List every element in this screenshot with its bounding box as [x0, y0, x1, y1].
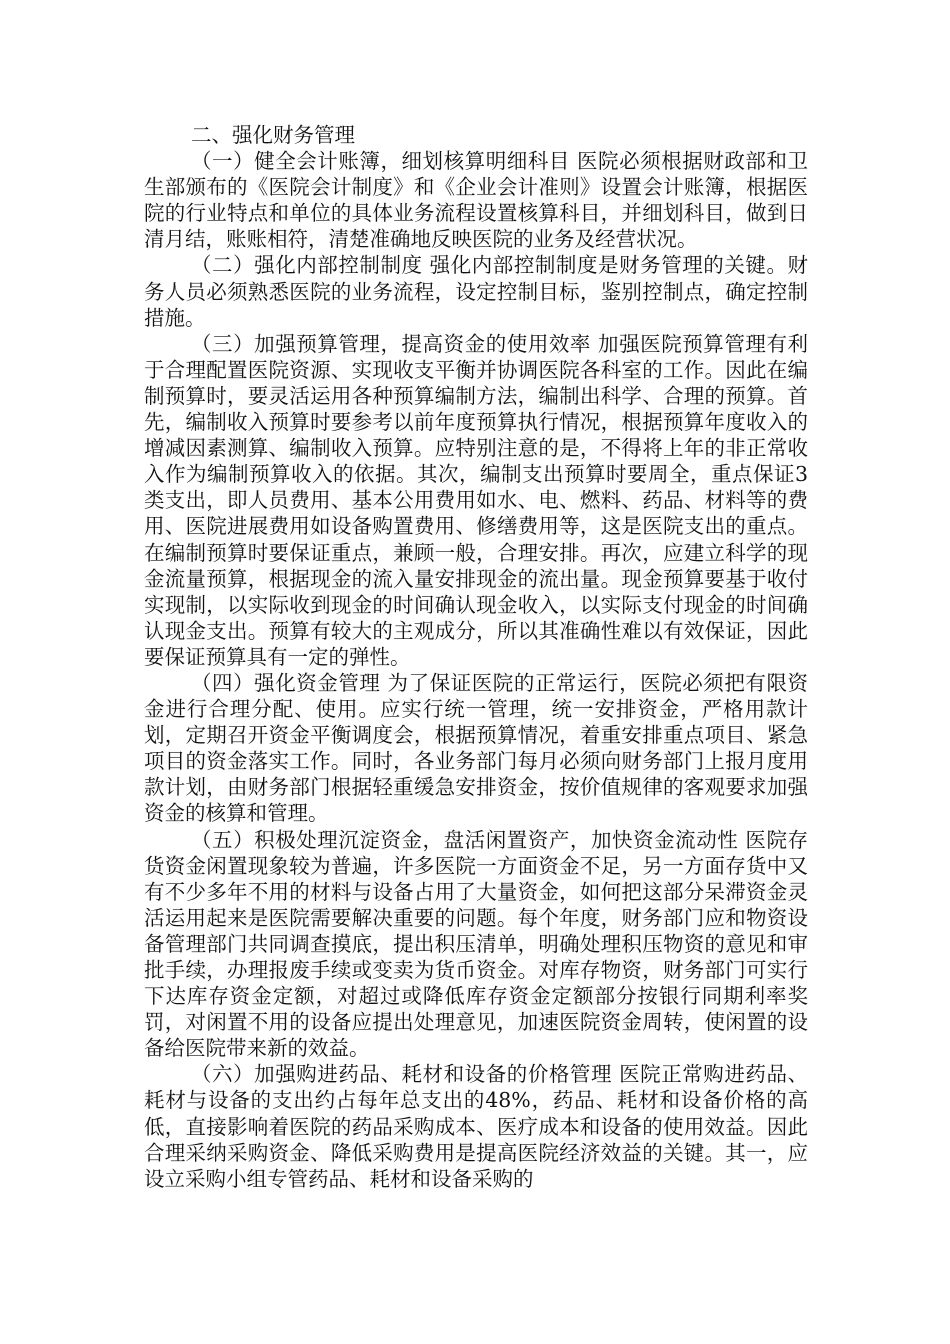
paragraph-5: （五）积极处理沉淀资金，盘活闲置资产，加快资金流动性 医院存货资金闲置现象较为普遍，许多医院一方面资金不足，另一方面存货中又有不少多年不用的材料与设备占用了大量资金，如何把这部分呆滞资金灵活运用起来是医院需要解决重要的问题。每个年度，财务部门应和物资设备管理部门共同调查摸底，提出积压清单，明确处理积压物资的意见和审批手续，办理报废手续或变卖为货币资金。对库存物资，财务部门可实行下达库存资金定额，对超过或降低库存资金定额部分按银行同期利率奖罚，对闲置不用的设备应提出处理意见，加速医院资金周转，使闲置的设备给医院带来新的效益。 [144, 827, 808, 1061]
paragraph-3: （三）加强预算管理，提高资金的使用效率 加强医院预算管理有利于合理配置医院资源、实现收支平衡并协调医院各科室的工作。因此在编制预算时，要灵活运用各种预算编制方法，编制出科学、合理的预算。首先，编制收入预算时要参考以前年度预算执行情况，根据预算年度收入的增减因素测算、编制收入预算。应特别注意的是，不得将上年的非正常收入作为编制预算收入的依据。其次，编制支出预算时要周全，重点保证3类支出，即人员费用、基本公用费用如水、电、燃料、药品、材料等的费用、医院进展费用如设备购置费用、修缮费用等，这是医院支出的重点。在编制预算时要保证重点，兼顾一般，合理安排。再次，应建立科学的现金流量预算，根据现金的流入量安排现金的流出量。现金预算要基于收付实现制，以实际收到现金的时间确认现金收入，以实际支付现金的时间确认现金支出。预算有较大的主观成分，所以其准确性难以有效保证，因此要保证预算具有一定的弹性。 [144, 331, 808, 669]
paragraph-4: （四）强化资金管理 为了保证医院的正常运行，医院必须把有限资金进行合理分配、使用。应实行统一管理，统一安排资金，严格用款计划，定期召开资金平衡调度会，根据预算情况，着重安排重点项目、紧急项目的资金落实工作。同时，各业务部门每月必须向财务部门上报月度用款计划，由财务部门根据轻重缓急安排资金，按价值规律的客观要求加强资金的核算和管理。 [144, 670, 808, 826]
paragraph-6: （六）加强购进药品、耗材和设备的价格管理 医院正常购进药品、耗材与设备的支出约占每年总支出的48%，药品、耗材和设备价格的高低，直接影响着医院的药品采购成本、医疗成本和设备的使用效益。因此合理采纳采购资金、降低采购费用是提高医院经济效益的关键。其一，应设立采购小组专管药品、耗材和设备采购的 [144, 1062, 808, 1191]
section-heading: 二、强化财务管理 [191, 123, 355, 147]
paragraph-1: （一）健全会计账簿，细划核算明细科目 医院必须根据财政部和卫生部颁布的《医院会计制度》和《企业会计准则》设置会计账簿，根据医院的行业特点和单位的具体业务流程设置核算科目，并细划科目，做到日清月结，账账相符，清楚准确地反映医院的业务及经营状况。 [144, 149, 808, 252]
paragraph-2: （二）强化内部控制制度 强化内部控制制度是财务管理的关键。财务人员必须熟悉医院的业务流程，设定控制目标，鉴别控制点，确定控制措施。 [144, 253, 808, 330]
document-page [144, 122, 808, 1192]
